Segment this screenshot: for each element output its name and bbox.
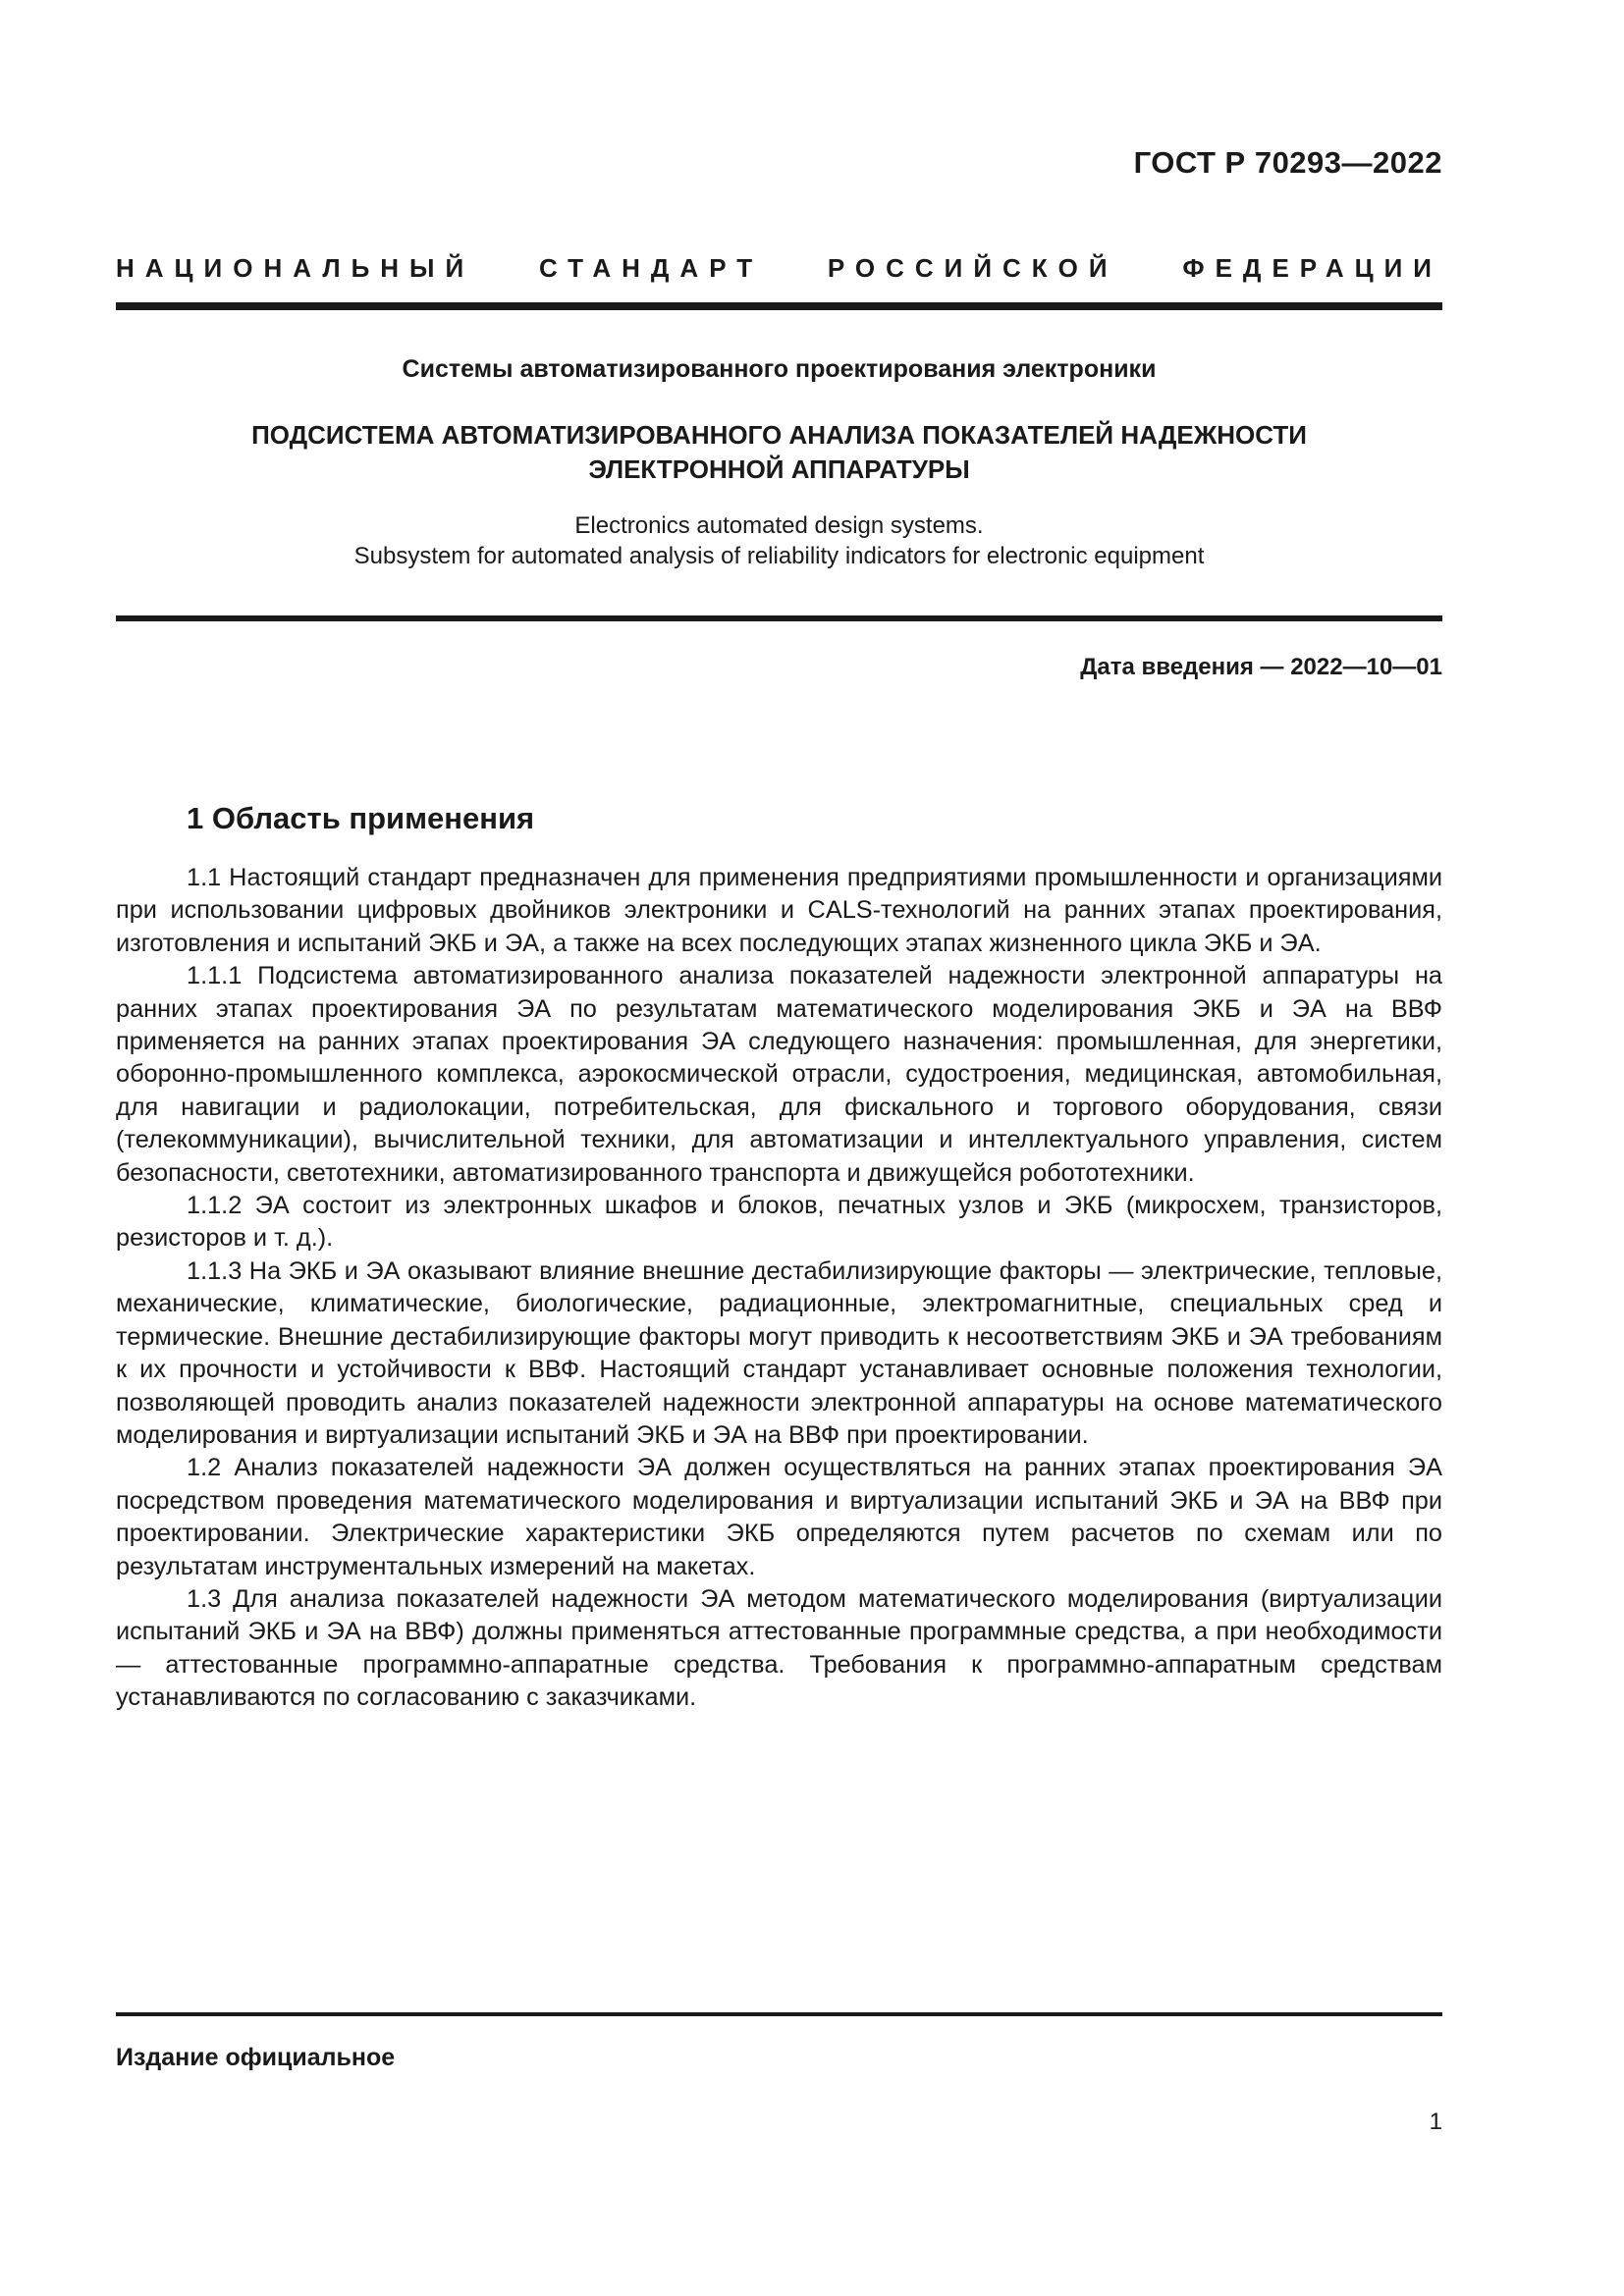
document-title-line-2: ЭЛЕКТРОННОЙ АППАРАТУРЫ <box>588 454 970 484</box>
paragraph-1-2: 1.2 Анализ показателей надежности ЭА должен осуществляться на ранних этапах проектирования ЭА посредством проведения математического моделирования и виртуализации испытаний ЭКБ и ЭА на ВВФ при проектировании. Электрические характеристики ЭКБ определяются путем расчетов по схемам или по результатам инструментальных измерений на макетах. <box>116 1454 1442 1580</box>
introduction-date: Дата введения — 2022—10—01 <box>1080 654 1442 680</box>
national-standard-heading: НАЦИОНАЛЬНЫЙ СТАНДАРТ РОССИЙСКОЙ ФЕДЕРАЦИИ <box>116 253 1442 283</box>
footer-divider <box>116 2012 1442 2016</box>
english-title-line-2: Subsystem for automated analysis of reliability indicators for electronic equipment <box>353 543 1205 569</box>
title-divider <box>116 615 1442 621</box>
top-divider <box>116 302 1442 310</box>
paragraph-1-1-3: 1.1.3 На ЭКБ и ЭА оказывают влияние внешние дестабилизирующие факторы — электрические, тепловые, механические, климатические, биологические, радиационные, электромагнитные, специальных сред и термические. Внешние дестабилизирующие факторы могут приводить к несоответствиям ЭКБ и ЭА требованиям к их прочности и устойчивости к ВВФ. Настоящий стандарт устанавливает основные положения технологии, позволяющей проводить анализ показателей надежности электронной аппаратуры на основе математического моделирования и виртуализации испытаний ЭКБ и ЭА на ВВФ при проектировании. <box>116 1256 1442 1449</box>
section-heading: 1 Область применения <box>187 801 535 835</box>
paragraph-1-3: 1.3 Для анализа показателей надежности ЭА методом математического моделирования (виртуализации испытаний ЭКБ и ЭА на ВВФ) должны применяться аттестованные программные средства, а при необходимости — аттестованные программно-аппаратные средства. Требования к программно-аппаратным средствам устанавливаются по согласованию с заказчиками. <box>116 1584 1442 1712</box>
section-body <box>116 862 1442 1715</box>
english-title <box>116 510 1442 571</box>
document-title <box>116 418 1442 487</box>
english-title-line-1: Electronics automated design systems. <box>574 512 984 539</box>
official-edition-label: Издание официальное <box>116 2044 396 2071</box>
standard-series: Системы автоматизированного проектирования электроники <box>402 355 1157 383</box>
paragraph-1-1-2: 1.1.2 ЭА состоит из электронных шкафов и блоков, печатных узлов и ЭКБ (микросхем, транзисторов, резисторов и т. д.). <box>116 1192 1442 1253</box>
page-number: 1 <box>1429 2109 1442 2135</box>
document-title-line-1: ПОДСИСТЕМА АВТОМАТИЗИРОВАННОГО АНАЛИЗА ПОКАЗАТЕЛЕЙ НАДЕЖНОСТИ <box>251 420 1307 450</box>
standard-number: ГОСТ Р 70293—2022 <box>1133 145 1442 180</box>
paragraph-1-1: 1.1 Настоящий стандарт предназначен для применения предприятиями промышленности и организациями при использовании цифровых двойников электроники и CALS-технологий на ранних этапах проектирования, изготовления и испытаний ЭКБ и ЭА, а также на всех последующих этапах жизненного цикла ЭКБ и ЭА. <box>116 864 1442 957</box>
paragraph-1-1-1: 1.1.1 Подсистема автоматизированного анализа показателей надежности электронной аппаратуры на ранних этапах проектирования ЭА по результатам математического моделирования ЭКБ и ЭА на ВВФ применяется на ранних этапах проектирования ЭА следующего назначения: промышленная, для энергетики, оборонно-промышленного комплекса, аэрокосмической отрасли, судостроения, медицинская, автомобильная, для навигации и радиолокации, потребительская, для фискального и торгового оборудования, связи (телекоммуникации), вычислительной техники, для автоматизации и интеллектуального управления, систем безопасности, светотехники, автоматизированного транспорта и движущейся робототехники. <box>116 962 1442 1187</box>
